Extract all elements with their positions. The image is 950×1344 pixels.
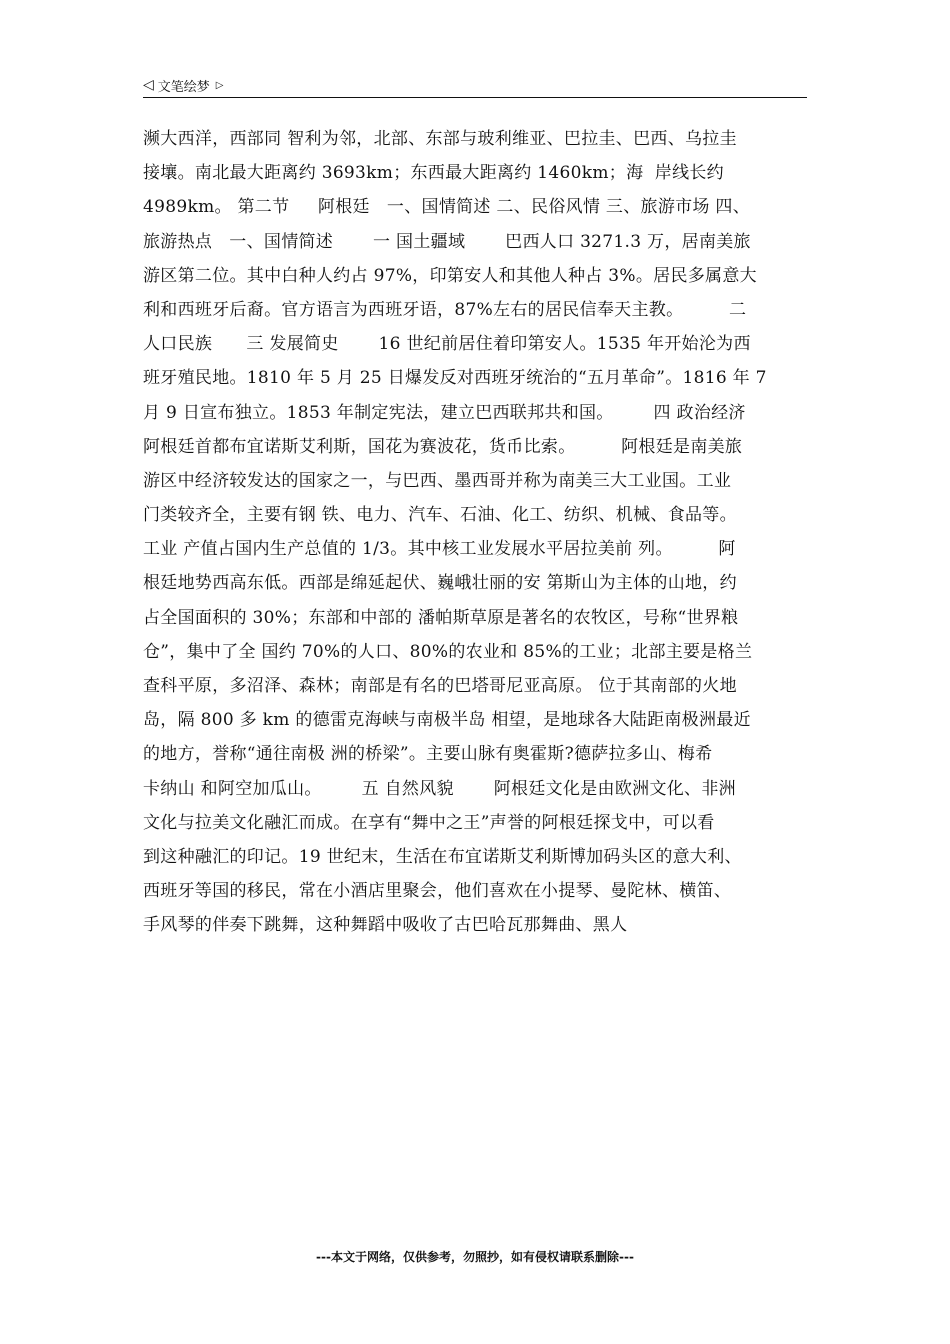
body-line: 游区中经济较发达的国家之一，与巴西、墨西哥并称为南美三大工业国。工业 [143, 470, 732, 491]
triangle-right-icon: ▷ [215, 79, 224, 91]
body-line: 工业 产值占国内生产总值的 1/3。其中核工业发展水平居拉美前 列。 阿 [143, 539, 736, 560]
body-line: 濒大西洋，西部同 智利为邻，北部、东部与玻利维亚、巴拉圭、巴西、乌拉圭 [143, 129, 737, 149]
body-line: 到这种融汇的印记。19 世纪末，生活在布宜诺斯艾利斯博加码头区的意大利、 [143, 846, 742, 867]
body-line: 占全国面积的 30%；东部和中部的 潘帕斯草原是著名的农牧区，号称“世界粮 [143, 607, 739, 628]
page-header [143, 73, 807, 97]
body-line: 4989km。 第二节 阿根廷 一、国情简述 二、民俗风情 三、旅游市场 四、 [143, 197, 751, 218]
body-line: 文化与拉美文化融汇而成。在享有“舞中之王”声誉的阿根廷探戈中，可以看 [143, 812, 715, 833]
body-line: 卡纳山 和阿空加瓜山。 五 自然风貌 阿根廷文化是由欧洲文化、非洲 [143, 778, 736, 799]
body-line: 旅游热点 一、国情简述 一 国土疆域 巴西人口 3271.3 万，居南美旅 [143, 231, 751, 252]
body-line: 手风琴的伴奏下跳舞，这种舞蹈中吸收了古巴哈瓦那舞曲、黑人 [143, 915, 628, 936]
body-line: 人口民族 三 发展简史 16 世纪前居住着印第安人。1535 年开始沦为西 [143, 334, 751, 355]
triangle-left-icon: ◁ [143, 77, 154, 93]
header-divider [143, 97, 807, 98]
body-line: 利和西班牙后裔。官方语言为西班牙语，87%左右的居民信奉天主教。 二 [143, 299, 747, 320]
body-line: 仓”，集中了全 国约 70%的人口、80%的农业和 85%的工业；北部主要是格兰 [143, 641, 753, 662]
body-line: 根廷地势西高东低。西部是绵延起伏、巍峨壮丽的安 第斯山为主体的山地，约 [143, 573, 737, 594]
document-body [143, 122, 807, 943]
body-line: 查科平原，多沼泽、森林；南部是有名的巴塔哥尼亚高原。 位于其南部的火地 [143, 676, 737, 696]
body-line: 西班牙等国的移民，常在小酒店里聚会，他们喜欢在小提琴、曼陀林、横笛、 [143, 881, 732, 902]
body-line: 门类较齐全，主要有钢 铁、电力、汽车、石油、化工、纺织、机械、食品等。 [143, 505, 737, 526]
body-line: 月 9 日宣布独立。1853 年制定宪法，建立巴西联邦共和国。 四 政治经济 [143, 402, 746, 423]
body-line: 游区第二位。其中白种人约占 97%，印第安人和其他人种占 3%。居民多属意大 [143, 265, 757, 286]
body-line: 岛，隔 800 多 km 的德雷克海峡与南极半岛 相望，是地球各大陆距南极洲最近 [143, 710, 751, 731]
page-footer: ---本文于网络，仅供参考，勿照抄，如有侵权请联系删除--- [316, 1250, 634, 1264]
header-title: 文笔绘梦 [157, 79, 210, 95]
body-line: 班牙殖民地。1810 年 5 月 25 日爆发反对西班牙统治的“五月革命”。1816 年 7 [143, 368, 767, 389]
body-line: 接壤。南北最大距离约 3693km；东西最大距离约 1460km；海 岸线长约 [143, 163, 724, 184]
body-line: 的地方，誉称“通往南极 洲的桥梁”。主要山脉有奥霍斯?德萨拉多山、梅希 [143, 744, 713, 765]
body-line: 阿根廷首都布宜诺斯艾利斯，国花为赛波花，货币比索。 阿根廷是南美旅 [143, 436, 743, 457]
